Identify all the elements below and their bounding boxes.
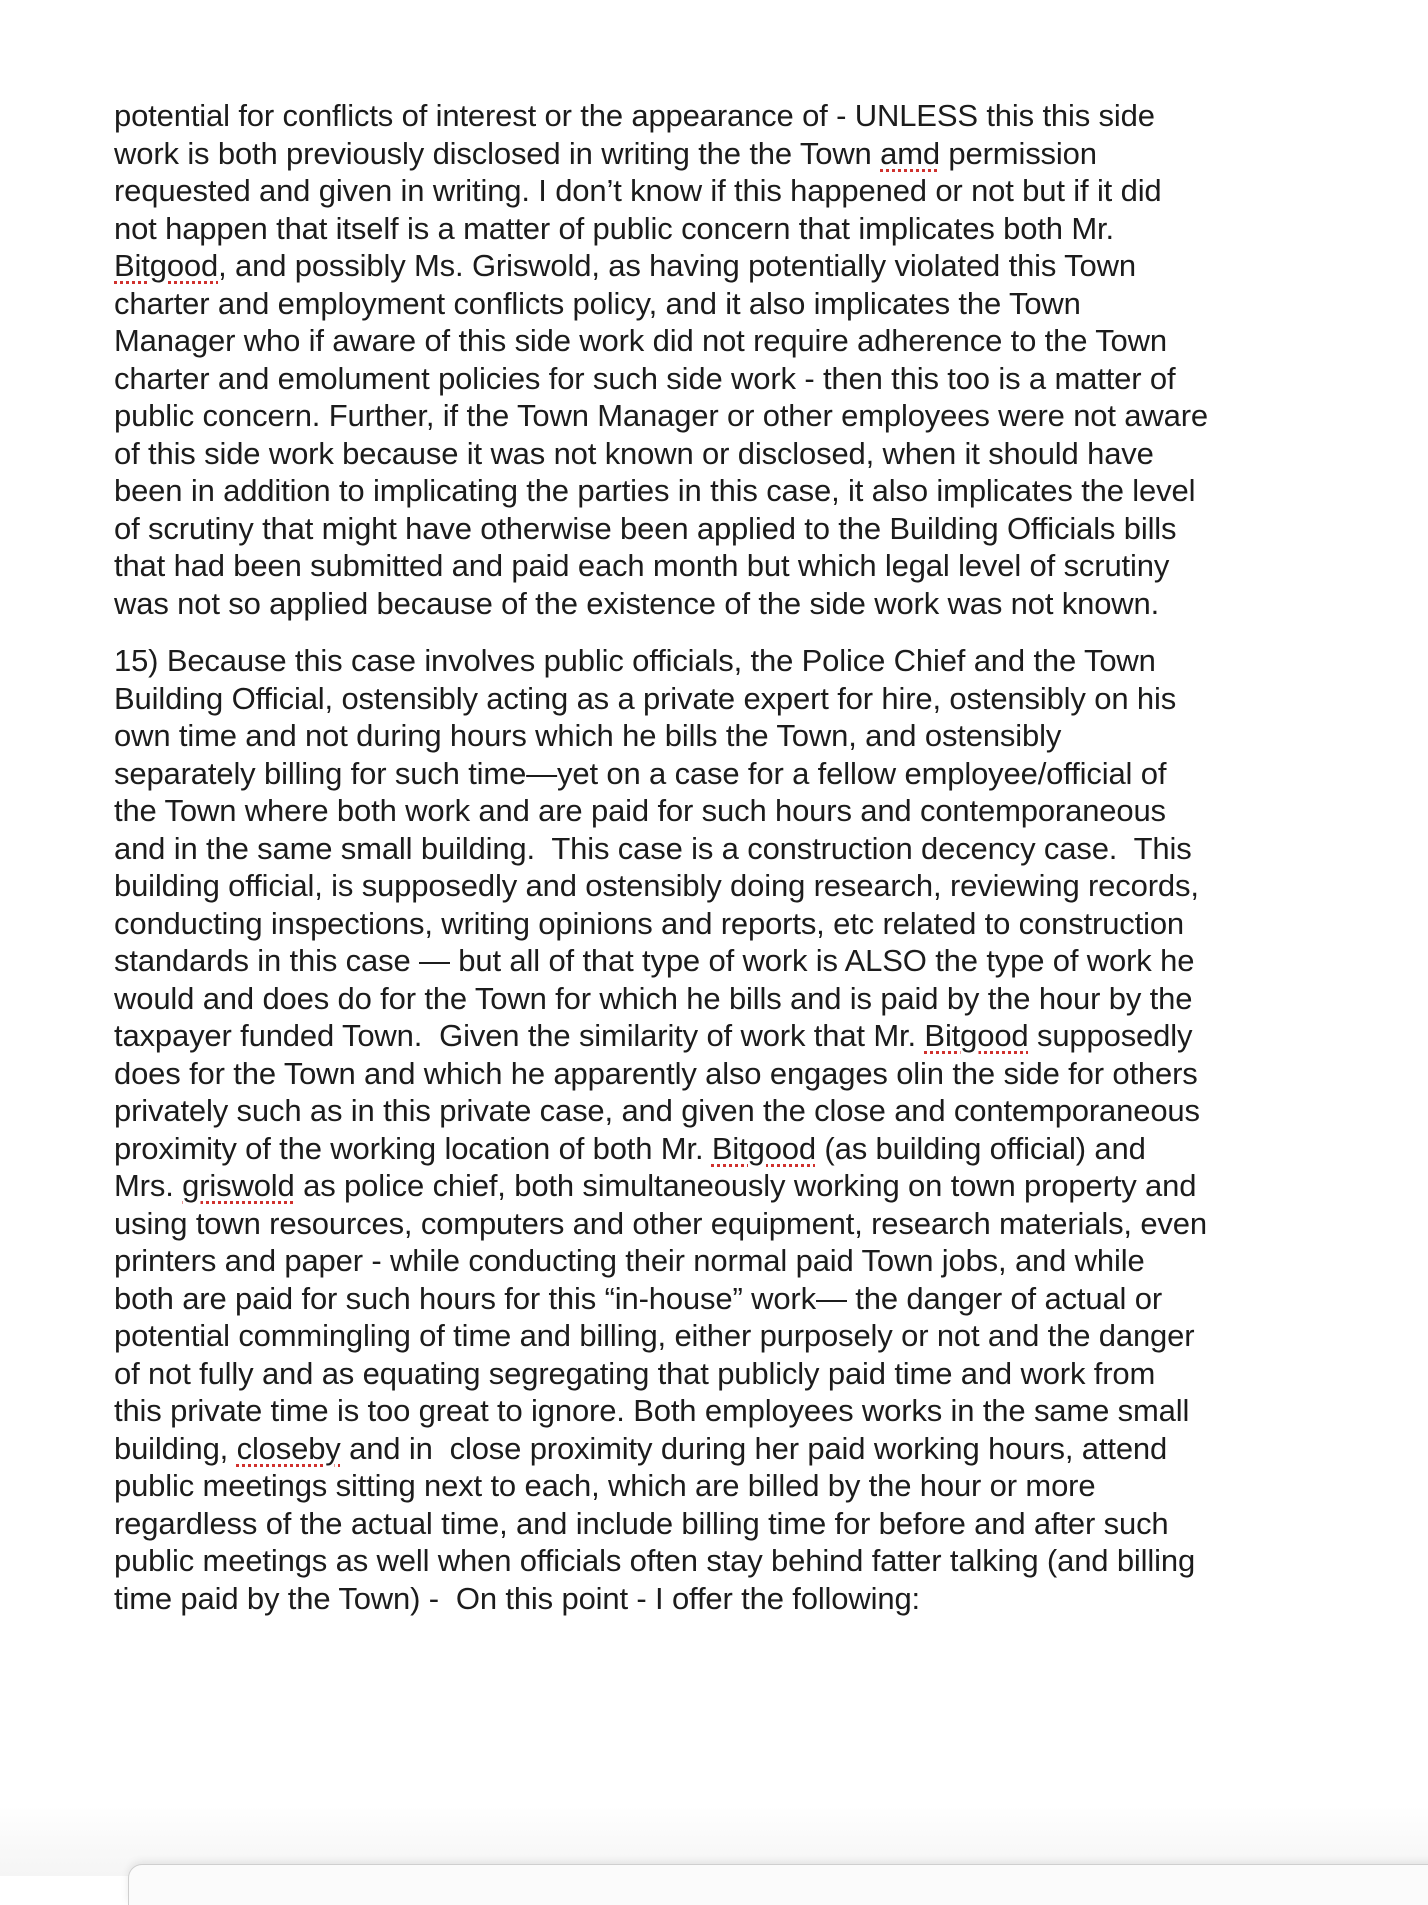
- text-line: charter and employment conflicts policy, and it also implicates the Town: [114, 285, 1081, 321]
- text-line: time paid by the Town) - On this point - I offer the following:: [114, 1580, 920, 1616]
- text-line: [114, 1017, 1314, 1055]
- text-line: of not fully and as equating segregating that publicly paid time and work from: [114, 1355, 1156, 1391]
- misspelled-word[interactable]: closeby: [236, 1430, 341, 1466]
- paragraph-item-15: [114, 642, 1314, 1617]
- text-segment: permission: [939, 135, 1097, 171]
- text-segment: taxpayer funded Town. Given the similarity of work that Mr.: [114, 1018, 925, 1053]
- text-line: was not so applied because of the existence of the side work was not known.: [114, 585, 1160, 621]
- text-line: been in addition to implicating the parties in this case, it also implicates the level: [114, 473, 1196, 508]
- text-line: that had been submitted and paid each month but which legal level of scrutiny: [114, 548, 1170, 583]
- text-segment: work is both previously disclosed in writing the the Town: [114, 135, 881, 171]
- text-line: own time and not during hours which he bills the Town, and ostensibly: [114, 718, 1062, 753]
- text-line: both are paid for such hours for this “in-house” work— the danger of actual or: [114, 1280, 1163, 1316]
- text-line: requested and given in writing. I don’t know if this happened or not but if it did: [114, 173, 1162, 208]
- text-line: [114, 1430, 1314, 1468]
- paragraph-conflicts: [114, 97, 1314, 622]
- document-body[interactable]: [114, 97, 1314, 1617]
- text-line: does for the Town and which he apparently also engages olin the side for others: [114, 1055, 1198, 1091]
- text-line: [114, 247, 1314, 285]
- text-line: [114, 135, 1314, 173]
- text-line: standards in this case — but all of that type of work is ALSO the type of work he: [114, 943, 1195, 978]
- text-segment: , and possibly Ms. Griswold, as having potentially violated this Town: [218, 248, 1136, 283]
- text-segment: (as building official) and: [815, 1130, 1146, 1166]
- text-line: [114, 1167, 1314, 1205]
- text-line: public meetings as well when officials often stay behind fatter talking (and billing: [114, 1543, 1196, 1578]
- text-line: privately such as in this private case, and given the close and contemporaneous: [114, 1093, 1200, 1128]
- text-line: charter and emolument policies for such side work - then this too is a matter of: [114, 360, 1176, 396]
- text-line: printers and paper - while conducting their normal paid Town jobs, and while: [114, 1243, 1145, 1278]
- text-segment: proximity of the working location of both Mr.: [114, 1130, 712, 1166]
- text-line: using town resources, computers and other equipment, research materials, even: [114, 1205, 1207, 1241]
- text-line: potential commingling of time and billing, either purposely or not and the danger: [114, 1318, 1195, 1353]
- text-segment: building,: [114, 1430, 237, 1466]
- text-segment: supposedly: [1028, 1018, 1193, 1053]
- text-line: potential for conflicts of interest or the appearance of - UNLESS this this side: [114, 98, 1155, 133]
- text-line: would and does do for the Town for which he bills and is paid by the hour by the: [114, 980, 1193, 1016]
- text-segment: Mrs.: [114, 1168, 183, 1203]
- misspelled-word[interactable]: Bitgood: [924, 1018, 1029, 1053]
- text-line: and in the same small building. This case is a construction decency case. This: [114, 830, 1192, 866]
- text-line: building official, is supposedly and ostensibly doing research, reviewing records,: [114, 868, 1199, 903]
- text-line: public concern. Further, if the Town Manager or other employees were not aware: [114, 398, 1208, 433]
- text-line: the Town where both work and are paid for such hours and contemporaneous: [114, 793, 1166, 828]
- text-line: this private time is too great to ignore. Both employees works in the same small: [114, 1393, 1190, 1428]
- text-line: conducting inspections, writing opinions and reports, etc related to construction: [114, 905, 1185, 941]
- paragraph-spacer: [114, 622, 1314, 642]
- text-segment: and in close proximity during her paid working hours, attend: [340, 1430, 1168, 1466]
- text-line: separately billing for such time—yet on a case for a fellow employee/official of: [114, 755, 1167, 791]
- misspelled-word[interactable]: griswold: [182, 1168, 295, 1203]
- misspelled-word[interactable]: Bitgood: [114, 248, 219, 283]
- text-line: 15) Because this case involves public officials, the Police Chief and the Town: [114, 643, 1156, 678]
- misspelled-word[interactable]: Bitgood: [711, 1130, 816, 1166]
- text-segment: as police chief, both simultaneously working on town property and: [294, 1168, 1197, 1203]
- bottom-panel: [128, 1864, 1428, 1905]
- text-line: Building Official, ostensibly acting as a private expert for hire, ostensibly on his: [114, 680, 1177, 716]
- text-line: [114, 1130, 1314, 1168]
- text-line: public meetings sitting next to each, which are billed by the hour or more: [114, 1468, 1096, 1503]
- text-line: not happen that itself is a matter of public concern that implicates both Mr.: [114, 210, 1114, 246]
- text-line: of scrutiny that might have otherwise been applied to the Building Officials bills: [114, 510, 1177, 546]
- misspelled-word[interactable]: amd: [880, 135, 940, 171]
- text-line: regardless of the actual time, and include billing time for before and after such: [114, 1505, 1169, 1541]
- text-line: of this side work because it was not known or disclosed, when it should have: [114, 435, 1154, 471]
- text-line: Manager who if aware of this side work did not require adherence to the Town: [114, 323, 1167, 358]
